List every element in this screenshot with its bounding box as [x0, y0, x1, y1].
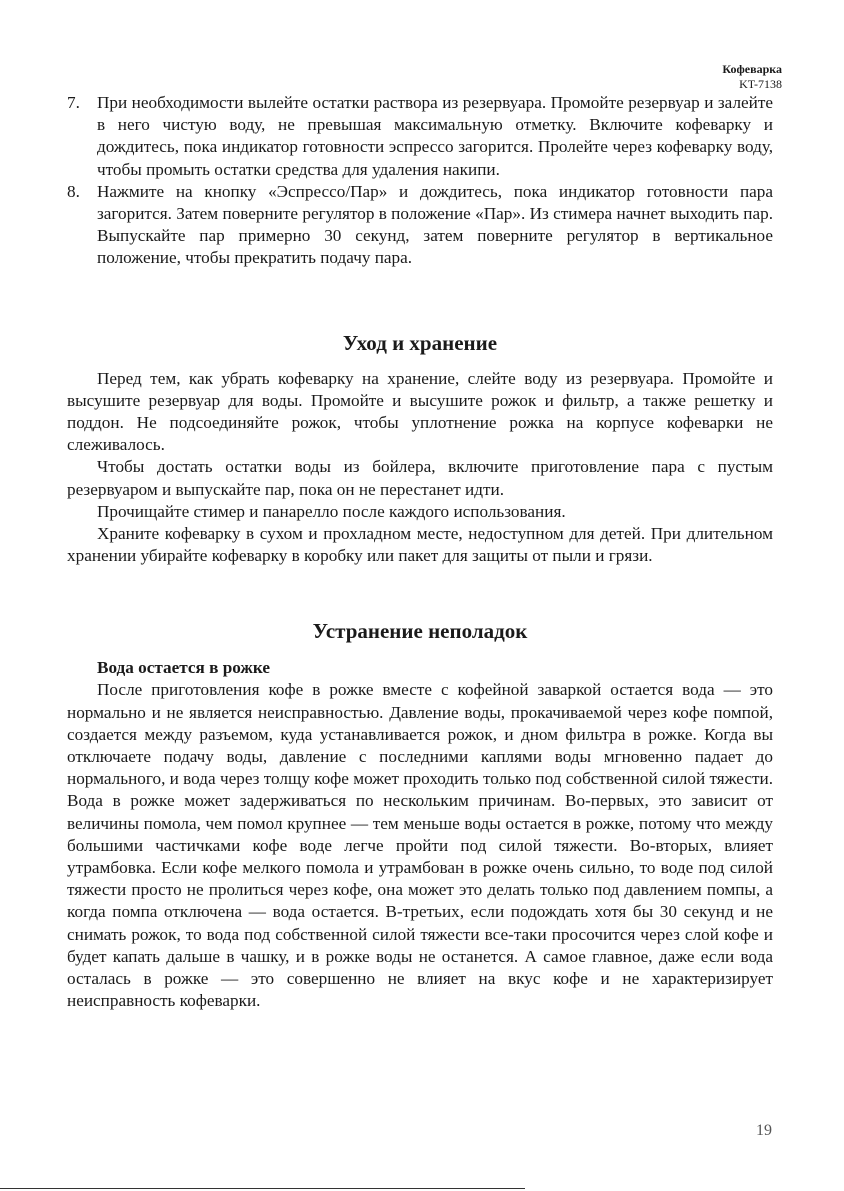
step-item — [67, 92, 773, 181]
troubleshooting-paragraph: После приготовления кофе в рожке вместе с кофейной заваркой остается вода — это нормально и не является неисправностью. Давление воды, прокачиваемой через кофе помпой, создается между разъемом, куда устанавливается рожок, и дном фильтра в рожке. Когда вы отключаете подачу воды, давление с последними каплями воды мгновенно падает до нормального, и вода через толщу кофе может проходить только под собственной силой тяжести. Вода в рожке может задерживаться по нескольким причинам. Во-первых, это зависит от величины помола, чем помол крупнее — тем меньше воды остается в рожке, потому что между большими частичками кофе воде легче пройти под силой тяжести. Во-вторых, влияет утрамбовка. Если кофе мелкого помола и утрамбован в рожке очень сильно, то воде под силой тяжести просто не пролиться через кофе, она может это делать только под давлением помпы, а когда помпа отключена — вода остается. В-третьих, если подождать хотя бы 30 секунд и не снимать рожок, то вода под собственной силой тяжести все-таки просочится через слой кофе и будет капать дальше в чашку, и в рожке воды не останется. А самое главное, даже если вода осталась в рожке — это совершенно не влияет на вкус кофе и не характеризирует неисправность кофеварки. — [67, 680, 773, 1011]
step-text: Нажмите на кнопку «Эспрессо/Пар» и дождитесь, пока индикатор готовности пара загорится. Затем поверните регулятор в положение «Пар». Из стимера начнет выходить пар. Выпускайте пар примерно 30 секунд, затем поверните регулятор в вертикальное положение, чтобы прекратить подачу пара. — [97, 181, 773, 268]
step-number: 8. — [67, 181, 80, 201]
instruction-steps — [67, 92, 773, 270]
header-product-name: Кофеварка — [722, 62, 782, 76]
page-content — [67, 92, 773, 1013]
bottom-rule — [0, 1188, 525, 1189]
troubleshooting-section-title: Устранение неполадок — [312, 619, 528, 644]
step-item — [67, 181, 773, 270]
troubleshooting-subtitle: Вода остается в рожке — [97, 658, 270, 678]
step-number: 7. — [67, 93, 80, 112]
page-number: 19 — [756, 1122, 772, 1139]
step-text: При необходимости вылейте остатки раствора из резервуара. Промойте резервуар и залейте в него чистую воду, не превышая максимальную отметку. Включите кофеварку и дождитесь, пока индикатор готовности эспрессо загорится. Пролейте через кофеварку воду, чтобы промыть остатки средства для удаления накипи. — [97, 93, 773, 179]
page-header — [722, 62, 782, 92]
care-paragraph: Прочищайте стимер и панарелло после каждого использования. — [97, 501, 566, 521]
header-model-number: KT-7138 — [739, 77, 782, 91]
care-section-title: Уход и хранение — [342, 330, 498, 355]
care-paragraph: Храните кофеварку в сухом и прохладном месте, недоступном для детей. При длительном хранении убирайте кофеварку в коробку или пакет для защиты от пыли и грязи. — [67, 524, 773, 566]
care-paragraph: Чтобы достать остатки воды из бойлера, включите приготовление пара с пустым резервуаром и выпускайте пар, пока он не перестанет идти. — [67, 457, 773, 499]
care-paragraph: Перед тем, как убрать кофеварку на хранение, слейте воду из резервуара. Промойте и высушите резервуар для воды. Промойте и высушите рожок и фильтр, а также решетку и поддон. Не подсоединяйте рожок, чтобы уплотнение рожка на корпусе кофеварки не слеживалось. — [67, 368, 773, 455]
